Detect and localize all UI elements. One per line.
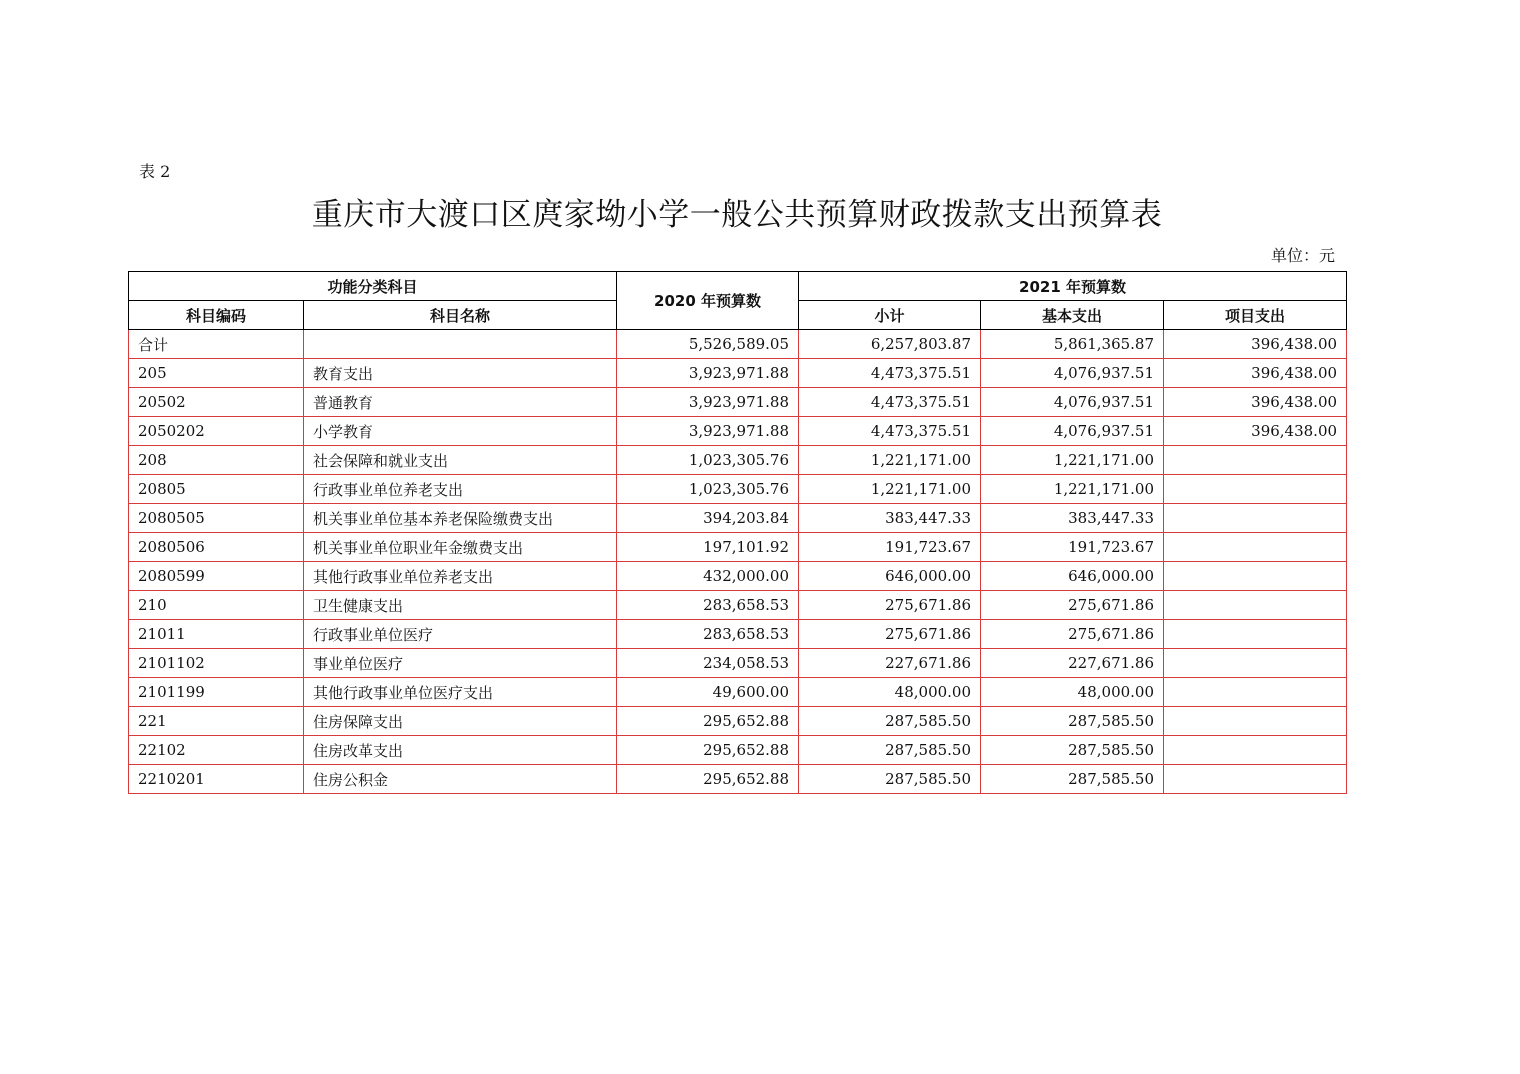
cell-basic-expenditure: 4,076,937.51 bbox=[981, 388, 1164, 417]
header-2021-budget: 2021 年预算数 bbox=[799, 272, 1347, 301]
cell-project-expenditure bbox=[1164, 678, 1347, 707]
cell-subtotal: 191,723.67 bbox=[799, 533, 981, 562]
cell-subject-code: 221 bbox=[129, 707, 304, 736]
cell-subject-code: 合计 bbox=[129, 330, 304, 359]
cell-2020-budget: 49,600.00 bbox=[617, 678, 799, 707]
cell-subject-name: 其他行政事业单位养老支出 bbox=[304, 562, 617, 591]
cell-basic-expenditure: 191,723.67 bbox=[981, 533, 1164, 562]
cell-subtotal: 4,473,375.51 bbox=[799, 417, 981, 446]
cell-subtotal: 48,000.00 bbox=[799, 678, 981, 707]
cell-2020-budget: 394,203.84 bbox=[617, 504, 799, 533]
cell-project-expenditure: 396,438.00 bbox=[1164, 359, 1347, 388]
header-basic-expenditure: 基本支出 bbox=[981, 301, 1164, 330]
cell-subject-code: 210 bbox=[129, 591, 304, 620]
cell-2020-budget: 3,923,971.88 bbox=[617, 417, 799, 446]
cell-project-expenditure bbox=[1164, 649, 1347, 678]
cell-2020-budget: 432,000.00 bbox=[617, 562, 799, 591]
table-row bbox=[129, 330, 1347, 359]
cell-basic-expenditure: 275,671.86 bbox=[981, 591, 1164, 620]
cell-subtotal: 383,447.33 bbox=[799, 504, 981, 533]
table-row bbox=[129, 388, 1347, 417]
cell-subject-code: 2080505 bbox=[129, 504, 304, 533]
cell-basic-expenditure: 4,076,937.51 bbox=[981, 417, 1164, 446]
cell-basic-expenditure: 646,000.00 bbox=[981, 562, 1164, 591]
cell-2020-budget: 3,923,971.88 bbox=[617, 359, 799, 388]
cell-subject-code: 2080506 bbox=[129, 533, 304, 562]
cell-subject-name: 住房保障支出 bbox=[304, 707, 617, 736]
cell-basic-expenditure: 287,585.50 bbox=[981, 736, 1164, 765]
table-row bbox=[129, 562, 1347, 591]
cell-2020-budget: 234,058.53 bbox=[617, 649, 799, 678]
cell-project-expenditure bbox=[1164, 765, 1347, 794]
cell-subject-name: 住房公积金 bbox=[304, 765, 617, 794]
document-title: 重庆市大渡口区庹家坳小学一般公共预算财政拨款支出预算表 bbox=[311, 197, 1163, 233]
table-header bbox=[129, 272, 1347, 330]
cell-subject-name: 教育支出 bbox=[304, 359, 617, 388]
cell-subject-code: 2210201 bbox=[129, 765, 304, 794]
cell-2020-budget: 295,652.88 bbox=[617, 707, 799, 736]
cell-2020-budget: 295,652.88 bbox=[617, 765, 799, 794]
cell-subject-name: 机关事业单位基本养老保险缴费支出 bbox=[304, 504, 617, 533]
cell-subtotal: 1,221,171.00 bbox=[799, 446, 981, 475]
cell-project-expenditure bbox=[1164, 533, 1347, 562]
table-label: 表 2 bbox=[139, 162, 171, 181]
cell-subtotal: 4,473,375.51 bbox=[799, 359, 981, 388]
cell-subject-name: 住房改革支出 bbox=[304, 736, 617, 765]
cell-subtotal: 275,671.86 bbox=[799, 591, 981, 620]
cell-basic-expenditure: 383,447.33 bbox=[981, 504, 1164, 533]
cell-subject-code: 2101199 bbox=[129, 678, 304, 707]
cell-subtotal: 4,473,375.51 bbox=[799, 388, 981, 417]
header-project-expenditure: 项目支出 bbox=[1164, 301, 1347, 330]
cell-subject-code: 20502 bbox=[129, 388, 304, 417]
cell-project-expenditure: 396,438.00 bbox=[1164, 388, 1347, 417]
cell-subtotal: 287,585.50 bbox=[799, 765, 981, 794]
cell-basic-expenditure: 287,585.50 bbox=[981, 765, 1164, 794]
cell-subtotal: 227,671.86 bbox=[799, 649, 981, 678]
unit-label: 单位：元 bbox=[1270, 246, 1335, 265]
cell-subject-name: 事业单位医疗 bbox=[304, 649, 617, 678]
cell-subject-name: 行政事业单位养老支出 bbox=[304, 475, 617, 504]
header-row-1 bbox=[129, 272, 1347, 301]
table-row bbox=[129, 359, 1347, 388]
cell-subject-code: 208 bbox=[129, 446, 304, 475]
cell-project-expenditure bbox=[1164, 591, 1347, 620]
cell-subject-code: 20805 bbox=[129, 475, 304, 504]
cell-subject-name: 普通教育 bbox=[304, 388, 617, 417]
cell-subject-code: 21011 bbox=[129, 620, 304, 649]
cell-subject-code: 2050202 bbox=[129, 417, 304, 446]
table-row bbox=[129, 591, 1347, 620]
cell-subject-name: 卫生健康支出 bbox=[304, 591, 617, 620]
cell-project-expenditure bbox=[1164, 707, 1347, 736]
table-row bbox=[129, 707, 1347, 736]
budget-table bbox=[128, 271, 1347, 794]
cell-subtotal: 6,257,803.87 bbox=[799, 330, 981, 359]
cell-basic-expenditure: 1,221,171.00 bbox=[981, 475, 1164, 504]
cell-project-expenditure bbox=[1164, 562, 1347, 591]
cell-project-expenditure: 396,438.00 bbox=[1164, 417, 1347, 446]
cell-project-expenditure bbox=[1164, 736, 1347, 765]
cell-basic-expenditure: 227,671.86 bbox=[981, 649, 1164, 678]
table-row bbox=[129, 649, 1347, 678]
cell-basic-expenditure: 1,221,171.00 bbox=[981, 446, 1164, 475]
cell-subject-code: 22102 bbox=[129, 736, 304, 765]
cell-basic-expenditure: 5,861,365.87 bbox=[981, 330, 1164, 359]
cell-subtotal: 287,585.50 bbox=[799, 707, 981, 736]
table-row bbox=[129, 533, 1347, 562]
header-subject-name: 科目名称 bbox=[304, 301, 617, 330]
cell-subject-code: 2080599 bbox=[129, 562, 304, 591]
cell-2020-budget: 197,101.92 bbox=[617, 533, 799, 562]
cell-subject-name: 行政事业单位医疗 bbox=[304, 620, 617, 649]
cell-subtotal: 287,585.50 bbox=[799, 736, 981, 765]
table-row bbox=[129, 504, 1347, 533]
cell-project-expenditure: 396,438.00 bbox=[1164, 330, 1347, 359]
cell-subtotal: 646,000.00 bbox=[799, 562, 981, 591]
header-2020-budget: 2020 年预算数 bbox=[617, 272, 799, 330]
cell-project-expenditure bbox=[1164, 620, 1347, 649]
cell-subtotal: 275,671.86 bbox=[799, 620, 981, 649]
table-row bbox=[129, 765, 1347, 794]
cell-2020-budget: 1,023,305.76 bbox=[617, 446, 799, 475]
table-row bbox=[129, 475, 1347, 504]
cell-subject-name: 其他行政事业单位医疗支出 bbox=[304, 678, 617, 707]
cell-project-expenditure bbox=[1164, 446, 1347, 475]
cell-subject-name: 机关事业单位职业年金缴费支出 bbox=[304, 533, 617, 562]
table-row bbox=[129, 446, 1347, 475]
table-row bbox=[129, 620, 1347, 649]
cell-subtotal: 1,221,171.00 bbox=[799, 475, 981, 504]
cell-2020-budget: 283,658.53 bbox=[617, 591, 799, 620]
table-body bbox=[129, 330, 1347, 794]
header-subtotal: 小计 bbox=[799, 301, 981, 330]
table-row bbox=[129, 736, 1347, 765]
cell-project-expenditure bbox=[1164, 475, 1347, 504]
cell-subject-code: 205 bbox=[129, 359, 304, 388]
cell-subject-name bbox=[304, 330, 617, 359]
cell-basic-expenditure: 275,671.86 bbox=[981, 620, 1164, 649]
cell-2020-budget: 3,923,971.88 bbox=[617, 388, 799, 417]
cell-2020-budget: 283,658.53 bbox=[617, 620, 799, 649]
cell-subject-code: 2101102 bbox=[129, 649, 304, 678]
header-subject-code: 科目编码 bbox=[129, 301, 304, 330]
cell-basic-expenditure: 4,076,937.51 bbox=[981, 359, 1164, 388]
cell-2020-budget: 295,652.88 bbox=[617, 736, 799, 765]
cell-2020-budget: 5,526,589.05 bbox=[617, 330, 799, 359]
cell-basic-expenditure: 287,585.50 bbox=[981, 707, 1164, 736]
cell-subject-name: 社会保障和就业支出 bbox=[304, 446, 617, 475]
cell-2020-budget: 1,023,305.76 bbox=[617, 475, 799, 504]
table-row bbox=[129, 678, 1347, 707]
cell-basic-expenditure: 48,000.00 bbox=[981, 678, 1164, 707]
table-row bbox=[129, 417, 1347, 446]
header-function-category: 功能分类科目 bbox=[129, 272, 617, 301]
cell-project-expenditure bbox=[1164, 504, 1347, 533]
cell-subject-name: 小学教育 bbox=[304, 417, 617, 446]
